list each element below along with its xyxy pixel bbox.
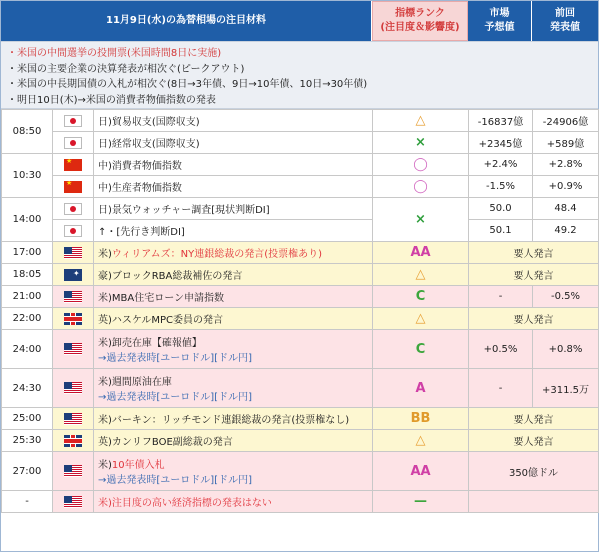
us-flag: [53, 286, 94, 308]
japan-flag: [53, 110, 94, 132]
event-name: 米)バーキン：リッチモンド連銀総裁の発言(投票権なし): [94, 408, 373, 430]
previous-value: 49.2: [533, 220, 599, 242]
previous-value: +311.5万: [533, 369, 599, 408]
event-time: 10:30: [2, 154, 53, 198]
event-time: 22:00: [2, 308, 53, 330]
china-flag: [53, 154, 94, 176]
note-item: ・米国の中間選挙の投開票(米国時間8日に実施): [7, 48, 222, 59]
us-flag: [53, 242, 94, 264]
event-time: 08:50: [2, 110, 53, 154]
event-name: 米)卸売在庫【確報値】 →過去発表時[ユーロドル][ドル円]: [94, 330, 373, 369]
table-row: [2, 430, 599, 452]
header-title: 11月9日(水)の為替相場の注目材料: [1, 1, 372, 41]
table-row: [2, 308, 599, 330]
event-time: 17:00: [2, 242, 53, 264]
rank-symbol: △: [373, 110, 469, 132]
forecast-value: +2.4%: [469, 154, 533, 176]
past-release-link[interactable]: →過去発表時[ユーロドル][ドル円]: [98, 475, 252, 486]
table-row: [2, 286, 599, 308]
event-name: 米)ウィリアムズ：NY連銀総裁の発言(投票権あり): [94, 242, 373, 264]
australia-flag: [53, 264, 94, 286]
event-time: 24:30: [2, 369, 53, 408]
rank-symbol: ×: [373, 198, 469, 242]
table-row: [2, 330, 599, 369]
table-row: [2, 408, 599, 430]
merged-value: [469, 491, 599, 513]
uk-flag: [53, 308, 94, 330]
previous-value: +0.8%: [533, 330, 599, 369]
event-name: 米)MBA住宅ローン申請指数: [94, 286, 373, 308]
forecast-value: +0.5%: [469, 330, 533, 369]
event-time: 25:00: [2, 408, 53, 430]
table-header: [1, 1, 598, 41]
rank-symbol: ◯: [373, 176, 469, 198]
rank-symbol: —: [373, 491, 469, 513]
note-item: ・米国の主要企業の決算発表が相次ぐ(ピークアウト): [7, 63, 245, 75]
us-flag: [53, 491, 94, 513]
merged-value: 要人発言: [469, 242, 599, 264]
previous-value: 48.4: [533, 198, 599, 220]
rank-symbol: △: [373, 430, 469, 452]
past-release-link[interactable]: →過去発表時[ユーロドル][ドル円]: [98, 392, 252, 403]
table-row: [2, 154, 599, 176]
table-row: [2, 132, 599, 154]
header-rank: 指標ランク (注目度＆影響度): [372, 1, 468, 41]
event-name: 日)景気ウォッチャー調査[現状判断DI]: [94, 198, 373, 220]
table-row: [2, 491, 599, 513]
event-time: 18:05: [2, 264, 53, 286]
event-time: 25:30: [2, 430, 53, 452]
event-name: 英)カンリフBOE副総裁の発言: [94, 430, 373, 452]
event-name: 日)貿易収支(国際収支): [94, 110, 373, 132]
previous-value: -24906億: [533, 110, 599, 132]
event-name: 豪)ブロックRBA総裁補佐の発言: [94, 264, 373, 286]
forecast-value: -1.5%: [469, 176, 533, 198]
event-time: -: [2, 491, 53, 513]
forecast-value: -16837億: [469, 110, 533, 132]
table-row: [2, 198, 599, 220]
event-time: 21:00: [2, 286, 53, 308]
merged-value: 要人発言: [469, 430, 599, 452]
merged-value: 350億ドル: [469, 452, 599, 491]
table-row: [2, 220, 599, 242]
event-name: 米)10年債入札 →過去発表時[ユーロドル][ドル円]: [94, 452, 373, 491]
us-flag: [53, 330, 94, 369]
event-name: 米)注目度の高い経済指標の発表はない: [94, 491, 373, 513]
rank-symbol: ×: [373, 132, 469, 154]
uk-flag: [53, 430, 94, 452]
event-name: ↑・[先行き判断DI]: [94, 220, 373, 242]
table-row: [2, 452, 599, 491]
event-name: 米)週間原油在庫 →過去発表時[ユーロドル][ドル円]: [94, 369, 373, 408]
merged-value: 要人発言: [469, 264, 599, 286]
japan-flag: [53, 220, 94, 242]
china-flag: [53, 176, 94, 198]
japan-flag: [53, 198, 94, 220]
table-row: [2, 369, 599, 408]
forecast-value: +2345億: [469, 132, 533, 154]
table-row: [2, 176, 599, 198]
rank-symbol: ◯: [373, 154, 469, 176]
table-row: [2, 264, 599, 286]
previous-value: -0.5%: [533, 286, 599, 308]
note-item: ・明日10日(木)→米国の消費者物価指数の発表: [7, 94, 216, 106]
event-name: 英)ハスケルMPC委員の発言: [94, 308, 373, 330]
event-name: 中)生産者物価指数: [94, 176, 373, 198]
note-item: ・米国の中長期国債の入札が相次ぐ(8日→3年債、9日→10年債、10日→30年債): [7, 79, 368, 90]
us-flag: [53, 452, 94, 491]
rank-symbol: A: [373, 369, 469, 408]
events-table: [1, 109, 599, 513]
merged-value: 要人発言: [469, 408, 599, 430]
forecast-value: -: [469, 369, 533, 408]
previous-value: +2.8%: [533, 154, 599, 176]
previous-value: +589億: [533, 132, 599, 154]
table-row: [2, 110, 599, 132]
rank-symbol: AA: [373, 242, 469, 264]
us-flag: [53, 408, 94, 430]
event-name: 中)消費者物価指数: [94, 154, 373, 176]
rank-symbol: △: [373, 308, 469, 330]
rank-symbol: C: [373, 330, 469, 369]
event-time: 14:00: [2, 198, 53, 242]
rank-symbol: BB: [373, 408, 469, 430]
previous-value: +0.9%: [533, 176, 599, 198]
table-row: [2, 242, 599, 264]
forecast-value: 50.1: [469, 220, 533, 242]
header-forecast: 市場 予想値: [468, 1, 532, 41]
forecast-value: 50.0: [469, 198, 533, 220]
header-previous: 前回 発表値: [532, 1, 598, 41]
japan-flag: [53, 132, 94, 154]
rank-symbol: △: [373, 264, 469, 286]
event-name: 日)経常収支(国際収支): [94, 132, 373, 154]
us-flag: [53, 369, 94, 408]
forecast-value: -: [469, 286, 533, 308]
event-time: 27:00: [2, 452, 53, 491]
rank-symbol: AA: [373, 452, 469, 491]
merged-value: 要人発言: [469, 308, 599, 330]
past-release-link[interactable]: →過去発表時[ユーロドル][ドル円]: [98, 353, 252, 364]
event-time: 24:00: [2, 330, 53, 369]
notes-panel: [1, 41, 598, 109]
rank-symbol: C: [373, 286, 469, 308]
